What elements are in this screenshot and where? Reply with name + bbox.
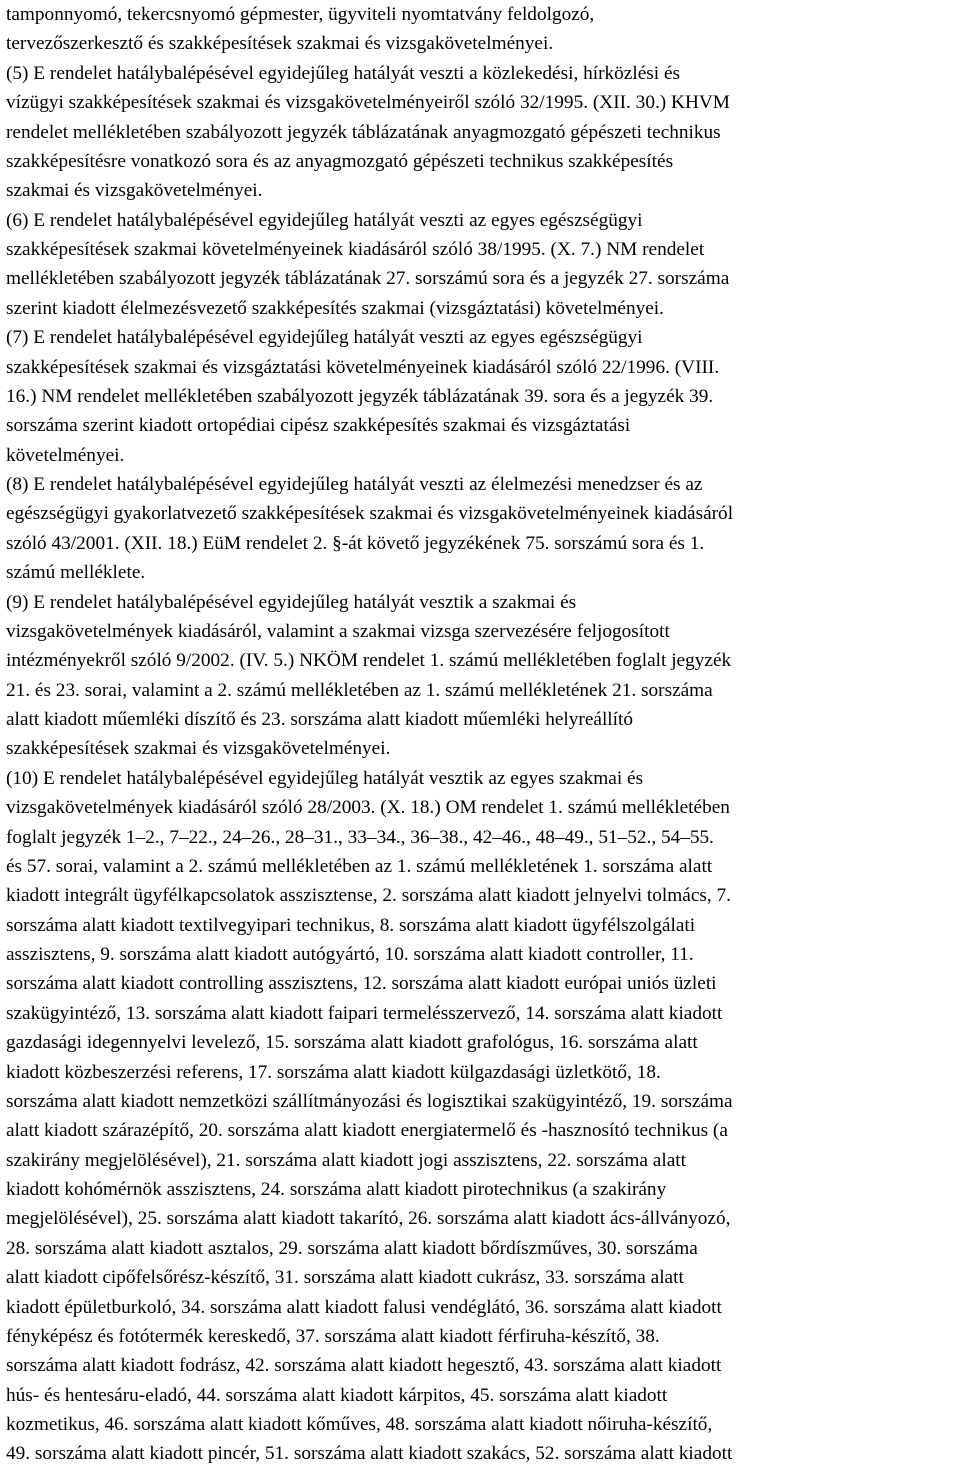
paragraph-10-line: (10) E rendelet hatálybalépésével egyidejűleg hatályát vesztik az egyes szakmai és bbox=[6, 767, 644, 789]
text-line: intézményekről szóló 9/2002. (IV. 5.) NKÖM rendelet 1. számú mellékletében foglalt jegyzék bbox=[6, 650, 732, 672]
text-line: számú melléklete. bbox=[6, 562, 146, 584]
text-line: megjelölésével), 25. sorszáma alatt kiadott takarító, 26. sorszáma alatt kiadott ács-állványozó, bbox=[6, 1208, 731, 1230]
paragraph-9-line: (9) E rendelet hatálybalépésével egyidejűleg hatályát vesztik a szakmai és bbox=[6, 591, 577, 613]
text-line: asszisztens, 9. sorszáma alatt kiadott autógyártó, 10. sorszáma alatt kiadott controller, 11. bbox=[6, 944, 694, 965]
text-line: szakképesítések szakmai és vizsgakövetelményei. bbox=[6, 738, 391, 760]
text-line: tervezőszerkesztő és szakképesítések szakmai és vizsgakövetelményei. bbox=[6, 33, 554, 55]
text-line: szerint kiadott élelmezésvezető szakképesítés szakmai (vizsgáztatási) követelményei. bbox=[6, 297, 664, 319]
text-line: alatt kiadott cipőfelsőrész-készítő, 31. sorszáma alatt kiadott cukrász, 33. sorszáma alatt bbox=[6, 1267, 684, 1289]
paragraph-7-line: (7) E rendelet hatálybalépésével egyidejűleg hatályát veszti az egyes egészségügyi bbox=[6, 327, 643, 349]
text-line: alatt kiadott szárazépítő, 20. sorszáma alatt kiadott energiatermelő és -hasznosító technikus (a bbox=[6, 1120, 728, 1142]
text-line: kiadott integrált ügyfélkapcsolatok asszisztense, 2. sorszáma alatt kiadott jelnyelvi tolmács, 7. bbox=[6, 885, 731, 907]
text-line: 21. és 23. sorai, valamint a 2. számú mellékletében az 1. számú mellékletének 21. sorszáma bbox=[6, 679, 713, 701]
text-line: rendelet mellékletében szabályozott jegyzék táblázatának anyagmozgató gépészeti technikus bbox=[6, 121, 721, 143]
text-line: vizsgakövetelmények kiadásáról, valamint a szakmai vizsga szervezésére feljogosított bbox=[6, 620, 670, 642]
text-line: mellékletében szabályozott jegyzék táblázatának 27. sorszámú sora és a jegyzék 27. sorszáma bbox=[6, 268, 730, 290]
text-line: kozmetikus, 46. sorszáma alatt kiadott kőműves, 48. sorszáma alatt kiadott nőiruha-készítő, bbox=[6, 1414, 713, 1435]
text-line: szakmai és vizsgakövetelményei. bbox=[6, 180, 263, 202]
text-line: fényképész és fotótermék kereskedő, 37. sorszáma alatt kiadott férfiruha-készítő, 38. bbox=[6, 1325, 660, 1347]
text-line: kiadott közbeszerzési referens, 17. sorszáma alatt kiadott külgazdasági üzletkötő, 18. bbox=[6, 1061, 661, 1083]
paragraph-8-line: (8) E rendelet hatálybalépésével egyidejűleg hatályát veszti az élelmezési menedzser és az bbox=[6, 474, 703, 495]
text-line: hús- és hentesáru-eladó, 44. sorszáma alatt kiadott kárpitos, 45. sorszáma alatt kiadott bbox=[6, 1384, 668, 1406]
text-line: szakképesítésre vonatkozó sora és az anyagmozgató gépészeti technikus szakképesítés bbox=[6, 150, 674, 172]
text-line: vízügyi szakképesítések szakmai és vizsgakövetelményeiről szóló 32/1995. (XII. 30.) KHVM bbox=[6, 92, 730, 114]
paragraph-6-line: (6) E rendelet hatálybalépésével egyidejűleg hatályát veszti az egyes egészségügyi bbox=[6, 209, 643, 231]
text-line: szakképesítések szakmai követelményeinek kiadásáról szóló 38/1995. (X. 7.) NM rendelet bbox=[6, 239, 705, 260]
text-line: szakirány megjelölésével), 21. sorszáma alatt kiadott jogi asszisztens, 22. sorszáma alatt bbox=[6, 1149, 686, 1171]
text-line: sorszáma alatt kiadott nemzetközi szállítmányozási és logisztikai szakügyintéző, 19. sorszáma bbox=[6, 1090, 733, 1112]
paragraph-5-line: (5) E rendelet hatálybalépésével egyidejűleg hatályát veszti a közlekedési, hírközlési és bbox=[6, 62, 681, 84]
text-line: követelményei. bbox=[6, 444, 125, 466]
text-line: sorszáma alatt kiadott textilvegyipari technikus, 8. sorszáma alatt kiadott ügyfélszolgálati bbox=[6, 914, 696, 936]
text-line: alatt kiadott műemléki díszítő és 23. sorszáma alatt kiadott műemléki helyreállító bbox=[6, 709, 634, 730]
text-line: foglalt jegyzék 1–2., 7–22., 24–26., 28–31., 33–34., 36–38., 42–46., 48–49., 51–52., 54–55. bbox=[6, 826, 715, 848]
text-line: sorszáma szerint kiadott ortopédiai cipész szakképesítés szakmai és vizsgáztatási bbox=[6, 415, 631, 437]
text-line: 49. sorszáma alatt kiadott pincér, 51. sorszáma alatt kiadott szakács, 52. sorszáma alatt kiadott bbox=[6, 1443, 733, 1465]
text-line: gazdasági idegennyelvi levelező, 15. sorszáma alatt kiadott grafológus, 16. sorszáma alatt bbox=[6, 1032, 698, 1054]
text-line: tamponnyomó, tekercsnyomó gépmester, ügyviteli nyomtatvány feldolgozó, bbox=[6, 4, 595, 25]
text-line: 28. sorszáma alatt kiadott asztalos, 29. sorszáma alatt kiadott bőrdíszműves, 30. sorszáma bbox=[6, 1237, 698, 1259]
text-line: sorszáma alatt kiadott fodrász, 42. sorszáma alatt kiadott hegesztő, 43. sorszáma alatt kiadott bbox=[6, 1355, 722, 1377]
text-line: vizsgakövetelmények kiadásáról szóló 28/2003. (X. 18.) OM rendelet 1. számú mellékletében bbox=[6, 797, 730, 819]
text-line: szakügyintéző, 13. sorszáma alatt kiadott faipari termelésszervező, 14. sorszáma alatt kiadott bbox=[6, 1002, 723, 1024]
text-line: szóló 43/2001. (XII. 18.) EüM rendelet 2. §-át követő jegyzékének 75. sorszámú sora és 1. bbox=[6, 532, 705, 554]
text-line: kiadott épületburkoló, 34. sorszáma alatt kiadott falusi vendéglátó, 36. sorszáma alatt kiadott bbox=[6, 1296, 722, 1318]
text-line: 16.) NM rendelet mellékletében szabályozott jegyzék táblázatának 39. sora és a jegyzék 39. bbox=[6, 385, 714, 407]
text-line: szakképesítések szakmai és vizsgáztatási követelményeinek kiadásáról szóló 22/1996. (VIII. bbox=[6, 356, 720, 378]
text-line: sorszáma alatt kiadott controlling asszisztens, 12. sorszáma alatt kiadott európai uniós üzleti bbox=[6, 973, 717, 995]
text-line: egészségügyi gyakorlatvezető szakképesítések szakmai és vizsgakövetelményeinek kiadásáról bbox=[6, 503, 734, 525]
text-line: és 57. sorai, valamint a 2. számú mellékletében az 1. számú mellékletének 1. sorszáma alatt bbox=[6, 855, 713, 877]
text-line: kiadott kohómérnök asszisztens, 24. sorszáma alatt kiadott pirotechnikus (a szakirány bbox=[6, 1179, 667, 1200]
